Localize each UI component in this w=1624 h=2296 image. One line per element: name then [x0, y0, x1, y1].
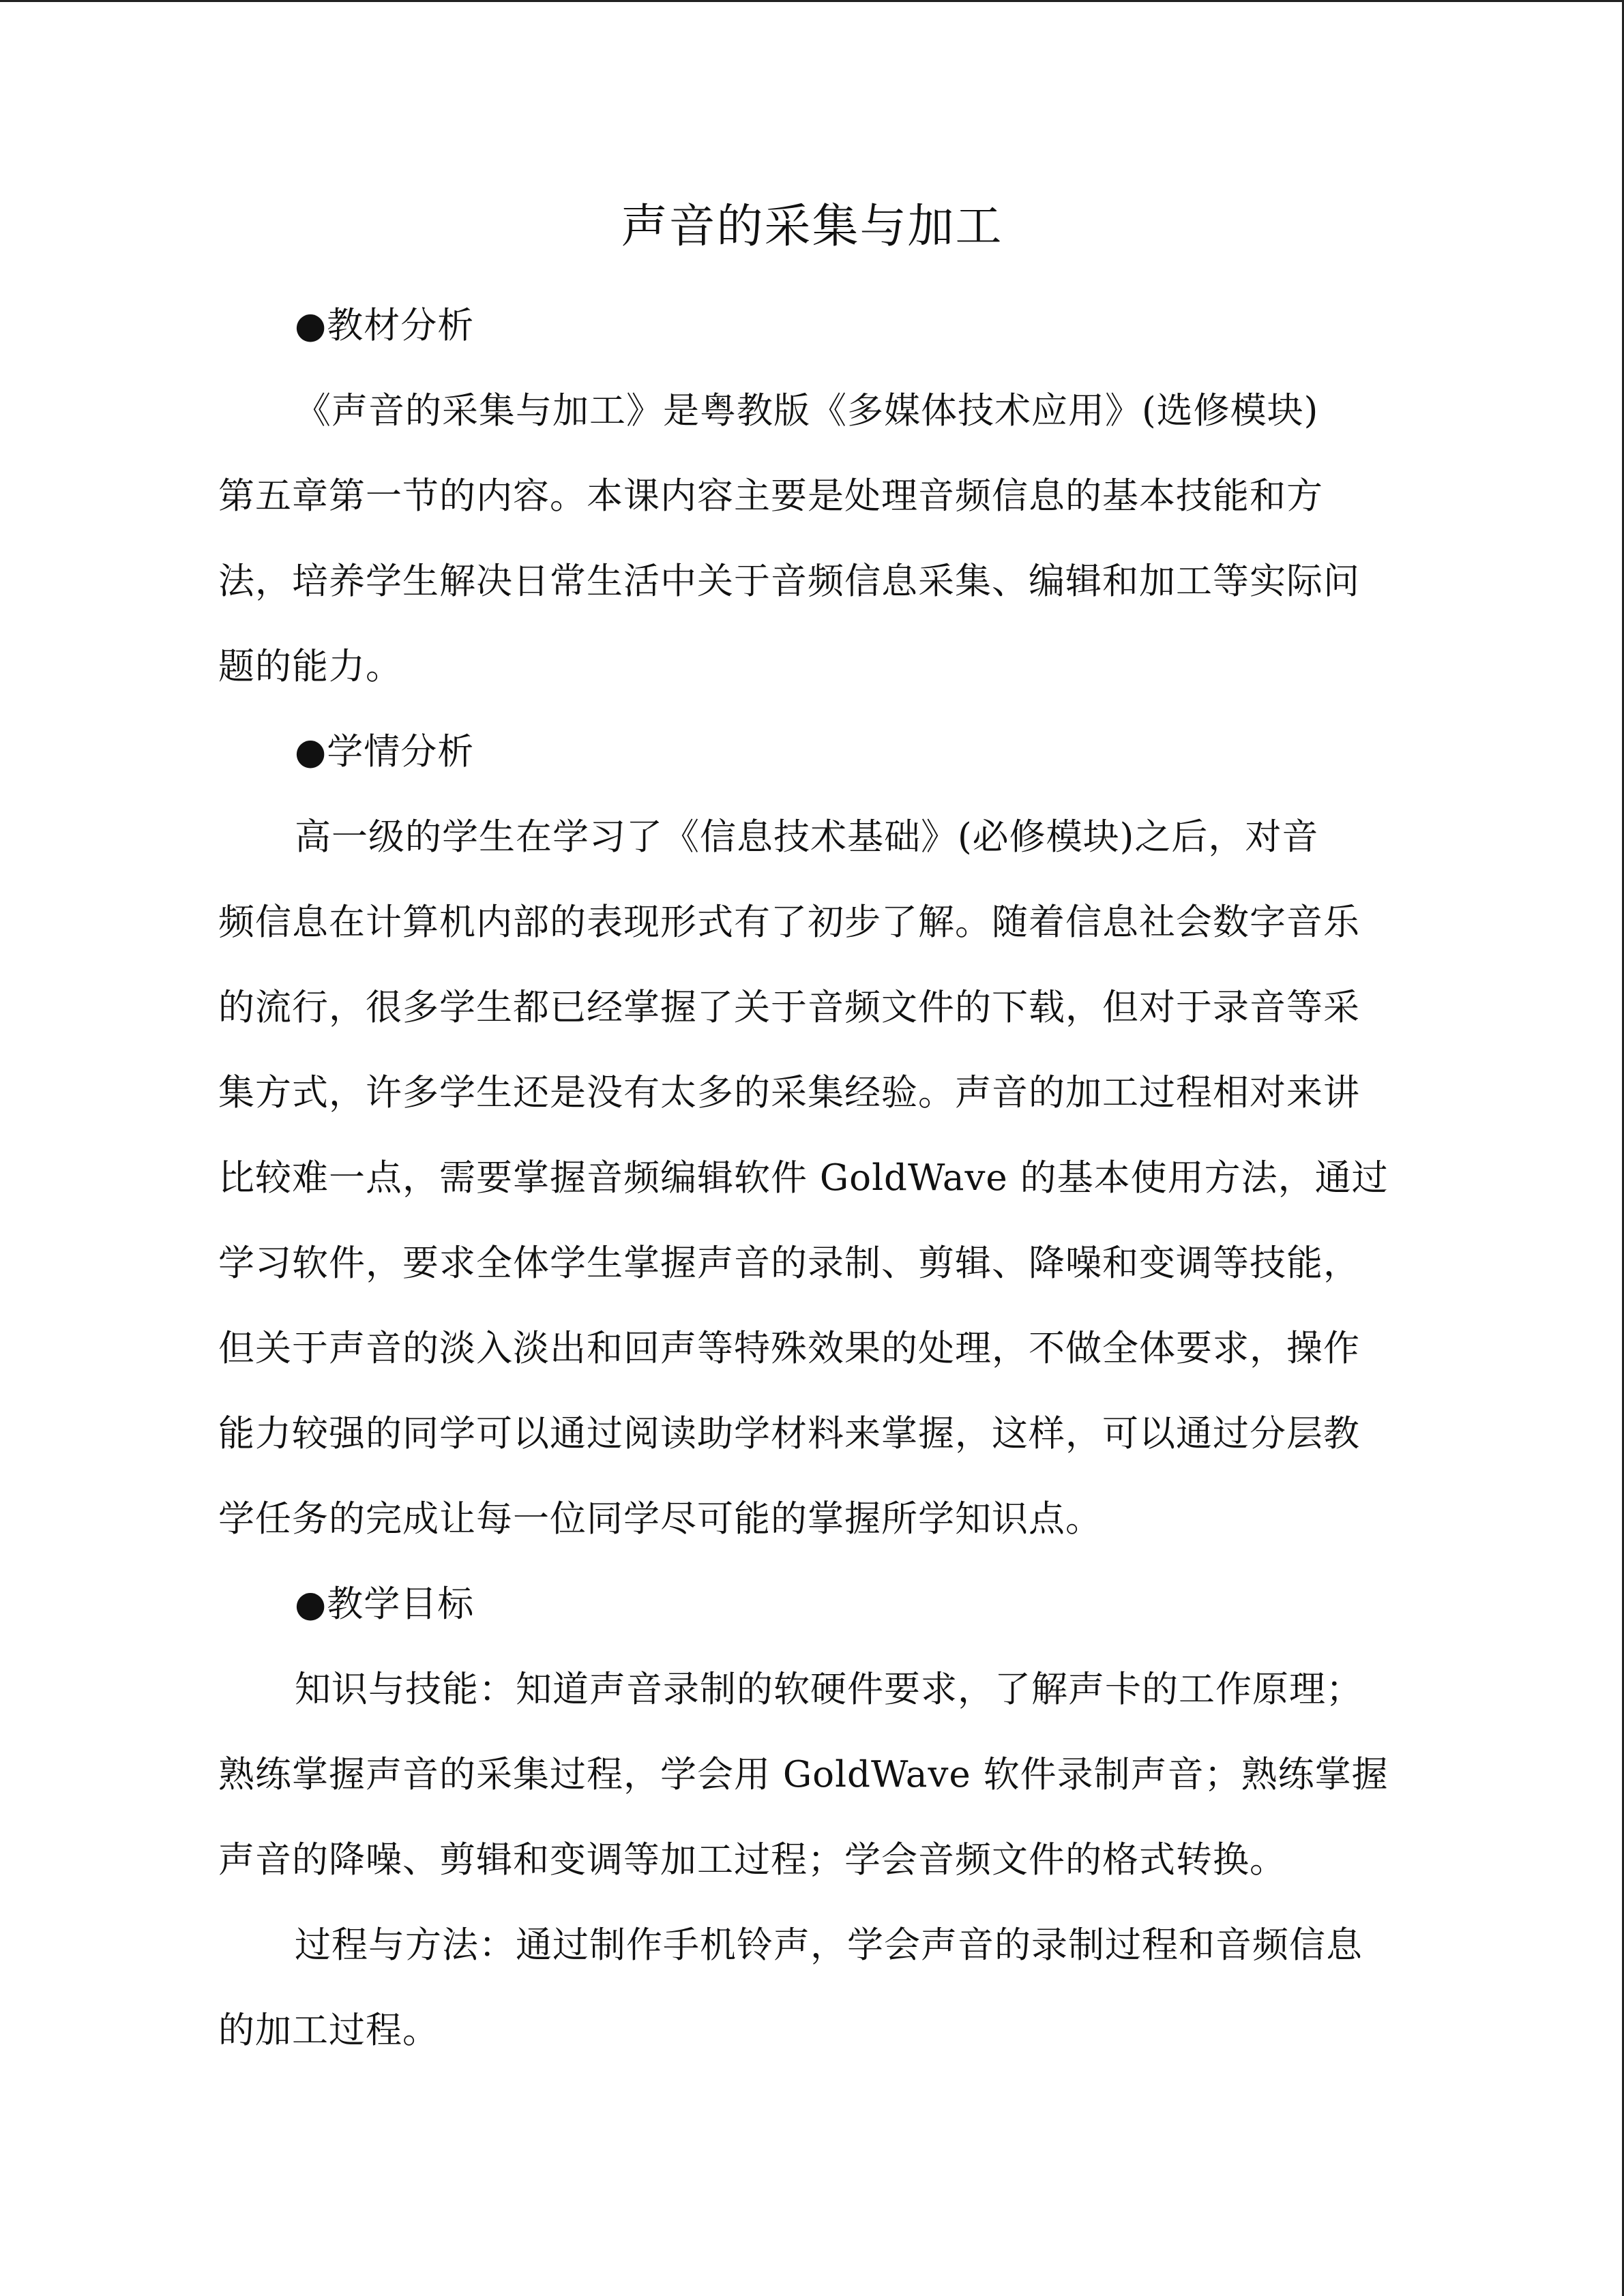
paragraph-line: 高一级的学生在学习了《信息技术基础》(必修模块)之后，对音 [295, 816, 1319, 858]
paragraph-line: 集方式，许多学生还是没有太多的采集经验。声音的加工过程相对来讲 [218, 1072, 1360, 1114]
paragraph-line: 题的能力。 [218, 646, 402, 687]
paragraph-line: 法，培养学生解决日常生活中关于音频信息采集、编辑和加工等实际问 [218, 561, 1360, 602]
paragraph-line: 频信息在计算机内部的表现形式有了初步了解。随着信息社会数字音乐 [218, 901, 1360, 943]
paragraph-line: 第五章第一节的内容。本课内容主要是处理音频信息的基本技能和方 [218, 475, 1323, 517]
top-border [0, 0, 1624, 2]
paragraph-line: 声音的降噪、剪辑和变调等加工过程；学会音频文件的格式转换。 [218, 1839, 1286, 1881]
paragraph-line: 的加工过程。 [218, 2010, 439, 2051]
paragraph-line: 比较难一点，需要掌握音频编辑软件 GoldWave 的基本使用方法，通过 [218, 1157, 1389, 1199]
paragraph-line: 能力较强的同学可以通过阅读助学材料来掌握，这样，可以通过分层教 [218, 1413, 1360, 1455]
paragraph-line: 的流行，很多学生都已经掌握了关于音频文件的下载，但对于录音等采 [218, 987, 1360, 1028]
section-heading-teaching-goals: ●教学目标 [295, 1583, 475, 1625]
paragraph-line: 《声音的采集与加工》是粤教版《多媒体技术应用》(选修模块) [295, 390, 1319, 432]
paragraph-line: 学任务的完成让每一位同学尽可能的掌握所学知识点。 [218, 1498, 1102, 1540]
section-heading-textbook-analysis: ●教材分析 [295, 305, 475, 346]
paragraph-line: 熟练掌握声音的采集过程，学会用 GoldWave 软件录制声音；熟练掌握 [218, 1754, 1389, 1795]
paragraph-line: 学习软件，要求全体学生掌握声音的录制、剪辑、降噪和变调等技能， [218, 1242, 1360, 1284]
paragraph-line: 过程与方法：通过制作手机铃声，学会声音的录制过程和音频信息 [295, 1924, 1363, 1966]
paragraph-line: 但关于声音的淡入淡出和回声等特殊效果的处理，不做全体要求，操作 [218, 1328, 1360, 1369]
section-heading-student-analysis: ●学情分析 [295, 731, 475, 773]
paragraph-line: 知识与技能：知道声音录制的软硬件要求，了解声卡的工作原理； [295, 1669, 1363, 1710]
page-title: 声音的采集与加工 [621, 200, 1003, 254]
